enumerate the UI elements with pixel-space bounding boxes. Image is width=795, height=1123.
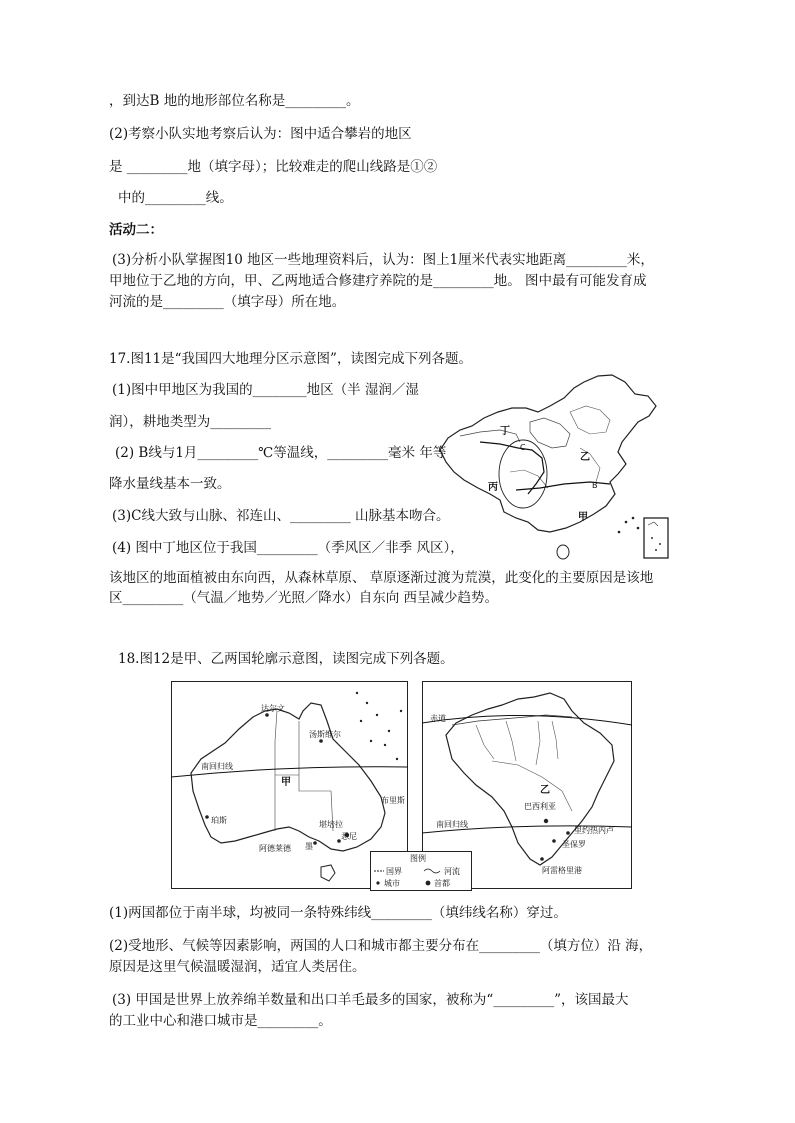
- q18-line3: 原因是这里气候温暖湿润，适宜人类居住。: [109, 959, 366, 975]
- label-saopaulo: 圣保罗: [562, 840, 586, 849]
- q18-line1: (1)两国都位于南半球，均被同一条特殊纬线_________（填纬线名称）穿过。: [109, 905, 567, 921]
- label-rio: 里约热内卢: [574, 826, 614, 835]
- china-regions-map: [420, 372, 678, 566]
- label-jia: 甲: [578, 512, 588, 523]
- label-c: C: [520, 443, 526, 452]
- label-tropic-left: 南回归线: [201, 762, 233, 771]
- activity2-line3: 河流的是_________（填字母）所在地。: [109, 294, 346, 310]
- label-darwin: 达尔文: [261, 704, 285, 713]
- legend-river: 河流: [444, 867, 460, 876]
- label-canberra: 堪培拉: [319, 820, 343, 829]
- q17-line7: 该地区的地面植被由东向西，从森林草原、 草原逐渐过渡为荒漠，此变化的主要原因是该地: [109, 570, 654, 586]
- q17-line6: (4) 图中丁地区位于我国_________（季风区／非季 风区），: [112, 540, 464, 556]
- legend-capital: 首都: [434, 879, 450, 888]
- label-yi: 乙: [580, 452, 590, 463]
- q17-line5: (3)C线大致与山脉、祁连山、_________ 山脉基本吻合。: [112, 508, 450, 524]
- label-b: B: [592, 481, 598, 490]
- q18-line5: 的工业中心和港口城市是_________。: [109, 1013, 332, 1029]
- label-portoalegre: 阿雷格里港: [542, 866, 582, 875]
- q18-intro: 18.图12是甲、乙两国轮廓示意图，读图完成下列各题。: [118, 651, 454, 667]
- q17-line8: 区_________（气温／地势／光照／降水）自东向 西呈减少趋势。: [109, 590, 499, 606]
- label-yi-country: 乙: [540, 785, 550, 796]
- map-legend: [370, 851, 472, 891]
- q17-line1: (1)图中甲地区为我国的________地区（半 湿润／湿: [112, 382, 419, 398]
- activity1-line1: ，到达B 地的地形部位名称是_________。: [109, 93, 360, 109]
- activity1-line3: 是 _________地（填字母）；比较难走的爬山线路是①②: [109, 159, 438, 175]
- label-adelaide: 阿德莱德: [259, 844, 291, 853]
- label-townsville: 汤斯维尔: [309, 730, 341, 739]
- label-ding: 丁: [500, 426, 510, 437]
- legend-title: 图例: [410, 854, 426, 863]
- label-brisbane: 布里斯: [381, 796, 405, 805]
- q18-line4: (3) 甲国是世界上放养绵羊数量和出口羊毛最多的国家，被称为“_________”，该国最大: [112, 992, 629, 1008]
- q18-line2: (2)受地形、气候等因素影响，两国的人口和城市都主要分布在_________（填方位）沿 海，: [109, 938, 653, 954]
- q17-intro: 17.图11是“我国四大地理分区示意图”，读图完成下列各题。: [109, 351, 472, 367]
- legend-city: 城市: [384, 879, 400, 888]
- label-perth: 珀斯: [211, 816, 227, 825]
- label-equator: 赤道: [430, 714, 446, 723]
- activity2-line1: (3)分析小队掌握图10 地区一些地理资料后，认为：图上1厘米代表实地距离_________米，: [112, 252, 654, 268]
- label-brasilia: 巴西利亚: [524, 802, 556, 811]
- activity2-line2: 甲地位于乙地的方向，甲、乙两地适合修建疗养院的是_________地。 图中最有可能发育成: [109, 273, 647, 289]
- label-tropic-right: 南回归线: [436, 820, 468, 829]
- activity1-line4: 中的_________线。: [118, 190, 233, 206]
- label-sydney: 悉尼: [341, 832, 357, 841]
- label-mel: 墨: [305, 842, 313, 851]
- label-bing: 丙: [488, 482, 498, 493]
- q17-line2: 润），耕地类型为_________: [109, 414, 271, 430]
- activity1-line2: (2)考察小队实地考察后认为：图中适合攀岩的地区: [109, 126, 412, 142]
- label-jia-country: 甲: [281, 777, 291, 788]
- activity2-heading: 活动二：: [109, 222, 163, 238]
- q17-line3: (2) B线与1月_________℃等温线，_________毫米 年等: [115, 445, 447, 461]
- china-outline: [440, 375, 656, 532]
- q17-line4: 降水量线基本一致。: [109, 476, 231, 492]
- legend-border: 国界: [386, 867, 402, 876]
